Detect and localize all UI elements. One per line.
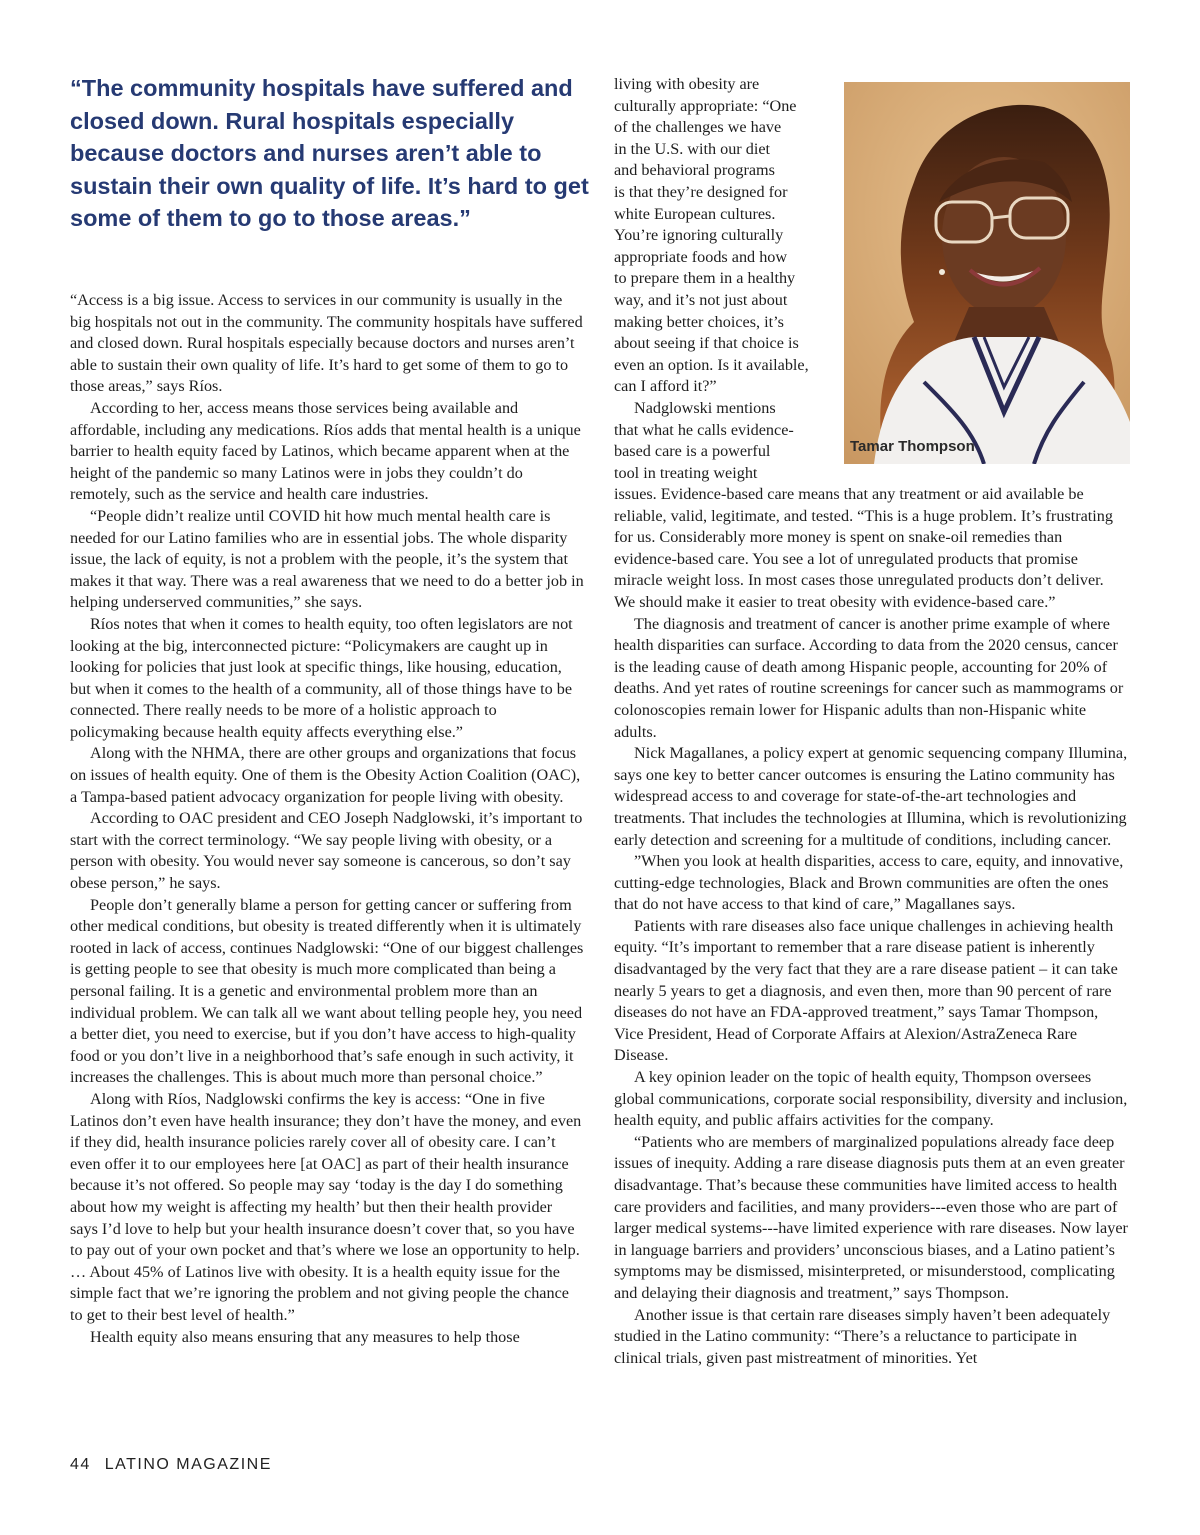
paragraph: Patients with rare diseases also face unique challenges in achieving health equity. “It’s important to remember that a rare disease patient is inherently disadvantaged by the very fact that they are a rare disease patient – it can take nearly 5 years to get a diagnosis, and even then, more than 90 percent of rare diseases do not have an FDA-approved treatment,” says Tamar Thompson, Vice President, Head of Corporate Affairs at Alexion/AstraZeneca Rare Disease. (614, 916, 1118, 1065)
text-line: and behavioral programs (614, 161, 775, 180)
text-line: You’re ignoring culturally (614, 226, 784, 245)
page-number: 44 (70, 1456, 91, 1473)
paragraph: Health equity also means ensuring that any measures to help those (90, 1327, 520, 1346)
text-line: way, and it’s not just about (614, 290, 788, 309)
text-line: that what he calls evidence- (614, 420, 794, 439)
paragraph: ”When you look at health disparities, access to care, equity, and innovative, cutting-edge technologies, Black and Brown communities are often the ones that do not have access to that kind of care,” Magallanes says. (614, 852, 1124, 914)
paragraph: According to her, access means those services being available and affordable, including any medications. Ríos adds that mental health is a unique barrier to health equity faced by Latinos, which became apparent when at the height of the pandemic so many Latinos were in jobs they couldn’t do remotely, such as the service and health care industries. (70, 398, 581, 504)
text-line: making better choices, it’s (614, 312, 784, 331)
article-left-column (70, 290, 584, 1348)
text-line: based care is a powerful (614, 442, 771, 461)
text-line: Nadglowski mentions (634, 398, 776, 417)
portrait-photo (844, 82, 1130, 464)
paragraph: Along with Ríos, Nadglowski confirms the key is access: “One in five Latinos don’t even have health insurance; they don’t have the money, and even if they did, health insurance policies rarely cover all of obesity care. I can’t even offer it to our employees here [at OAC] as part of their health insurance because it’s not offered. So people may say ‘today is the day I do something about how my weight is affecting my health’ but then their health provider says I’d love to help but your health insurance doesn’t cover that, so you have to pay out of your own pocket and that’s where we lose an opportunity to help. … About 45% of Latinos live with obesity. It is a health equity issue for the simple fact that we’re ignoring the problem and not giving people the chance to get to their best level of health.” (70, 1089, 582, 1324)
text-line: living with obesity are (614, 75, 760, 93)
portrait-photo-icon (844, 82, 1130, 464)
paragraph: “People didn’t realize until COVID hit how much mental health care is needed for our Latino families who are in essential jobs. The whole disparity issue, the lack of equity, is not a problem with the people, it’s the system that makes it that way. There was a real awareness that we need to do a better job in helping underserved communities,” she says. (70, 506, 584, 612)
paragraph: According to OAC president and CEO Joseph Nadglowski, it’s important to start with the correct terminology. “We say people living with obesity, or a person with obesity. You would never say someone is cancerous, so don’t say obese person,” he says. (70, 809, 583, 893)
text-line: even an option. Is it available, (614, 355, 809, 374)
paragraph: The diagnosis and treatment of cancer is another prime example of where health disparities can surface. According to data from the 2020 census, cancer is the leading cause of death among Hispanic people, accounting for 20% of deaths. And yet rates of routine screenings for cancer such as mammograms or colonoscopies remain lower for Hispanic adults than non-Hispanic white adults. (614, 614, 1124, 741)
text-line: can I afford it?” (614, 377, 717, 396)
article-right-column (614, 484, 1128, 1369)
text-line: to prepare them in a healthy (614, 269, 796, 288)
photo-caption: Tamar Thompson (850, 438, 975, 455)
paragraph: People don’t generally blame a person for getting cancer or suffering from other medical conditions, but obesity is treated differently when it is ultimately rooted in lack of access, continues Nadglowski: “One of our biggest challenges is getting people to see that obesity is much more complicated than being a personal failing. It is a genetic and environmental problem more than an individual problem. We can talk all we want about telling people hey, you need a better diet, you need to exercise, but if you don’t have access to high-quality food or you don’t live in a neighborhood that’s safe enough in such activity, it increases the challenges. This is about much more than personal choice.” (70, 895, 584, 1087)
text-line: white European cultures. (614, 204, 776, 223)
paragraph: “Access is a big issue. Access to services in our community is usually in the big hospitals not out in the community. The community hospitals have suffered and closed down. Rural hospitals especially because doctors and nurses aren’t able to sustain their own quality of life. It’s hard to get some of them to go to those areas,” says Ríos. (70, 291, 583, 396)
text-line: culturally appropriate: “One (614, 96, 797, 115)
paragraph: Nick Magallanes, a policy expert at genomic sequencing company Illumina, says one key to better cancer outcomes is ensuring the Latino community has widespread access to and coverage for state-of-the-art technologies and treatments. That includes the technologies at Illumina, which is revolutionizing early detection and screening for a multitude of conditions, including cancer. (614, 744, 1128, 849)
text-line: tool in treating weight (614, 463, 758, 482)
text-line: in the U.S. with our diet (614, 139, 771, 158)
text-line: appropriate foods and how (614, 247, 788, 266)
paragraph: issues. Evidence-based care means that any treatment or aid available be reliable, valid, legitimate, and tested. “This is a huge problem. It’s frustrating for us. Considerably more money is spent on snake-oil remedies than evidence-based care. You see a lot of unregulated products that promise miracle weight loss. In most cases those unregulated products don’t deliver. We should make it easier to treat obesity with evidence-based care.” (614, 485, 1113, 611)
paragraph: Along with the NHMA, there are other groups and organizations that focus on issues of health equity. One of them is the Obesity Action Coalition (OAC), a Tampa-based patient advocacy organization for people living with obesity. (70, 744, 581, 806)
paragraph: A key opinion leader on the topic of health equity, Thompson oversees global communications, corporate social responsibility, diversity and inclusion, health equity, and public affairs activities for the company. (614, 1068, 1128, 1130)
text-line: is that they’re designed for (614, 182, 788, 201)
pull-quote: “The community hospitals have suffered and closed down. Rural hospitals especially because doctors and nurses aren’t able to sustain their own quality of life. It’s hard to get some of them to go to those areas.” (70, 75, 589, 231)
paragraph: “Patients who are members of marginalized populations already face deep issues of inequity. Adding a rare disease diagnosis puts them at an even greater disadvantage. That’s because these communities have limited access to health care providers and facilities, and many providers---even those who are part of larger medical systems---have limited experience with rare diseases. Now layer in language barriers and providers’ unconscious biases, and a Latino patient’s symptoms may be dismissed, misinterpreted, or misunderstood, complicating and delaying their diagnosis and treatment,” says Thompson. (614, 1132, 1128, 1302)
text-line: of the challenges we have (614, 118, 782, 137)
page-footer (70, 1456, 272, 1474)
article-right-narrow-column (614, 74, 830, 484)
paragraph: Ríos notes that when it comes to health equity, too often legislators are not looking at the big, interconnected picture: “Policymakers are caught up in looking for policies that just look at specific things, like housing, education, but when it comes to the health of a community, all of those things have to be connected. There really needs to be more of a holistic approach to policymaking because health equity affects everything else.” (70, 614, 573, 741)
magazine-name: LATINO MAGAZINE (104, 1456, 272, 1473)
text-line: about seeing if that choice is (614, 334, 799, 353)
paragraph: Another issue is that certain rare diseases simply haven’t been adequately studied in the Latino community: “There’s a reluctance to participate in clinical trials, given past mistreatment of minorities. Yet (614, 1305, 1111, 1367)
